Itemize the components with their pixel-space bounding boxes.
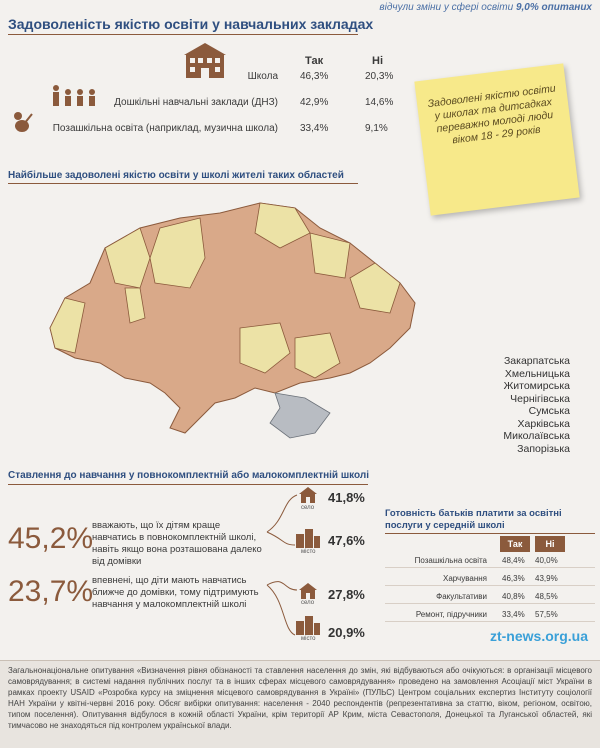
row-label: Позашкільна освіта (наприклад, музична школа) <box>52 123 278 134</box>
ukraine-map <box>30 188 430 463</box>
region-item: Сумська <box>528 405 570 417</box>
city-label: місто <box>301 549 316 555</box>
extracurricular-no: 9,1% <box>365 123 388 134</box>
row-label: Школа <box>247 71 278 82</box>
panel-row-yes: 33,4% <box>502 610 525 619</box>
region-item: Закарпатська <box>503 355 570 367</box>
panel-row-label: Факультативи <box>436 592 487 601</box>
violin-icon <box>10 110 34 134</box>
village-house-icon <box>298 582 318 600</box>
top-note <box>379 2 592 13</box>
col-yes-header: Так <box>305 55 324 67</box>
panel-yes-header: Так <box>500 536 530 552</box>
section2-title: Найбільше задоволені якістю освіти у школі жителі таких областей <box>8 170 344 181</box>
city-label: місто <box>301 636 316 642</box>
kindergarten-yes: 42,9% <box>300 97 329 108</box>
village-house-icon <box>298 486 318 504</box>
footer <box>0 660 600 748</box>
panel-row-yes: 46,3% <box>502 574 525 583</box>
small-school-village-pct: 27,8% <box>328 587 365 602</box>
full-school-pct: 45,2% <box>8 522 94 555</box>
kindergarten-no: 14,6% <box>365 97 394 108</box>
top-note-value: 9,0% опитаних <box>515 2 592 13</box>
region-item: Запорізька <box>517 442 570 455</box>
row-separator <box>385 567 595 568</box>
section1-divider <box>8 34 358 35</box>
top-note-prefix: відчули зміни у сфері освіти <box>379 2 514 13</box>
region-item: Харківська <box>517 417 570 430</box>
panel-row-label: Позашкільна освіта <box>414 556 487 565</box>
school-yes: 46,3% <box>300 71 329 82</box>
extracurricular-yes: 33,4% <box>300 123 329 134</box>
row-separator <box>385 621 595 622</box>
city-buildings-icon <box>295 615 321 635</box>
panel-row-label: Ремонт, підручники <box>415 610 487 619</box>
panel-row-yes: 40,8% <box>502 592 525 601</box>
region-item: Чернігівська <box>510 392 570 405</box>
panel-row <box>385 572 595 586</box>
region-item: Миколаївська <box>503 430 570 442</box>
section1-title: Задоволеність якістю освіти у навчальних закладах <box>8 16 374 32</box>
small-school-city-pct: 20,9% <box>328 625 365 640</box>
footer-text: Загальнонаціональне опитування «Визначення рівня обізнаності та ставлення населення до змін, які відбуваються або очікуються: в організації місцевого самоврядування; в системі надання публічних послуг та в інших сферах місцевого самоврядування» проведено на замовлення Асоціації міст України в рамках проекту USAID «Розробка курсу на зміцнення місцевого самоврядування в Україні» (ПУЛЬС) Центром соціальних експертиз Інституту соціології НАН України у квітні-червні 2016 року. Обсяг вибірки опитування: населення - 2040 респондентів (репрезентативна за статтю, віком, регіоном, освітою, типом поселення). Опитування відбулося в кожній області України, крім території АР Крим, міста Севастополя, Донецької та Луганської областей, які тимчасово не знаходяться під контролем української влади. <box>8 666 592 730</box>
children-icon <box>50 84 98 108</box>
section2-divider <box>8 183 358 184</box>
school-building-icon <box>182 40 228 80</box>
region-item: Житомирська <box>503 380 570 392</box>
village-label: село <box>301 600 315 606</box>
panel-row-label: Харчування <box>442 574 487 583</box>
panel-row <box>385 608 595 622</box>
panel-no-header: Ні <box>535 536 565 552</box>
panel-row-no: 43,9% <box>535 574 558 583</box>
panel-row <box>385 590 595 604</box>
full-school-city-pct: 47,6% <box>328 533 365 548</box>
small-school-text: впевнені, що діти мають навчатись ближче до домівки, тому підтримують навчання у малокомплектній школі <box>92 575 259 610</box>
section3-divider <box>8 484 368 485</box>
village-label: село <box>301 505 315 511</box>
sticky-note: Задоволені якістю освіти у школах та дитсадках переважно молоді люди віком 18 - 29 років <box>414 63 579 215</box>
panel-row-yes: 48,4% <box>502 556 525 565</box>
row-separator <box>385 585 595 586</box>
panel-title: Готовність батьків платити за освітні послуги у середній школі <box>385 508 562 531</box>
school-no: 20,3% <box>365 71 394 82</box>
section3-title: Ставлення до навчання у повнокомплектній або малокомплектній школі <box>8 470 370 481</box>
region-item: Хмельницька <box>504 367 570 380</box>
full-school-text: вважають, що їх дітям краще навчатись в повнокомплектній школі, навіть якщо вона розташована далеко від домівки <box>92 520 262 567</box>
panel-divider <box>385 533 595 534</box>
panel-row <box>385 554 595 568</box>
row-label: Дошкільні навчальні заклади (ДНЗ) <box>114 97 278 108</box>
full-school-village-pct: 41,8% <box>328 490 365 505</box>
city-buildings-icon <box>295 528 321 548</box>
panel-row-no: 57,5% <box>535 610 558 619</box>
row-separator <box>385 603 595 604</box>
panel-row-no: 40,0% <box>535 556 558 565</box>
watermark: zt-news.org.ua <box>489 628 588 644</box>
regions-list <box>503 355 570 455</box>
small-school-pct: 23,7% <box>8 575 94 608</box>
col-no-header: Ні <box>372 55 383 67</box>
panel-row-no: 48,5% <box>535 592 558 601</box>
